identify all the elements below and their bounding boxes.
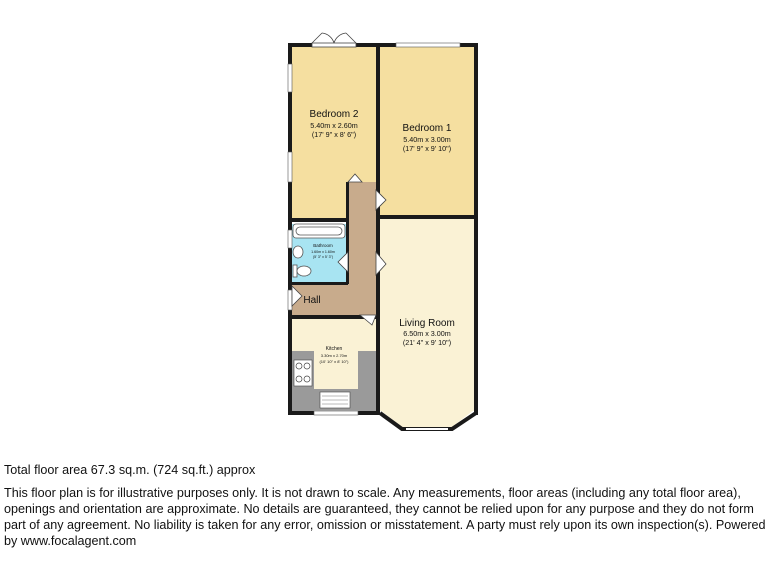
kitchen-imperial: (10' 10" x 8' 10") [319, 359, 349, 364]
bedroom-1-south-wall [380, 215, 474, 219]
bathroom-name: Bathroom [313, 243, 333, 248]
bathroom-metric: 1.60m x 1.60m [311, 250, 335, 254]
bathroom-south-wall [292, 282, 348, 285]
footer [4, 462, 766, 549]
bedroom-2-name: Bedroom 2 [309, 109, 359, 120]
living-room-metric: 6.50m x 3.00m [403, 329, 451, 338]
hall-name: Hall [303, 295, 321, 306]
living-room-imperial: (21' 4" x 9' 10") [402, 338, 452, 347]
bathroom-imperial: (5' 3" x 5' 3") [312, 255, 334, 259]
total-floor-area: Total floor area 67.3 sq.m. (724 sq.ft.) approx [4, 463, 256, 477]
west-wall [288, 43, 292, 415]
bedroom-2-south-wall [292, 218, 348, 222]
bedroom-1-metric: 5.40m x 3.00m [403, 135, 451, 144]
toilet-cistern [293, 265, 297, 277]
french-doors [312, 33, 356, 47]
kitchen-metric: 3.30m x 2.70m [320, 353, 348, 358]
toilet-bowl [297, 266, 311, 276]
disclaimer: This floor plan is for illustrative purposes only. It is not drawn to scale. Any measurements, floor areas (including any total floor area), openings and orientation are approximate. No details are guaranteed, they cannot be relied upon for any purpose and they do not form part of any agreement. No liability is taken for any error, omission or misstatement. A party must rely upon its own inspection(s). Powered by www.focalagent.com [4, 486, 766, 548]
living-room-name: Living Room [399, 318, 455, 329]
living-room-floor [380, 219, 474, 411]
east-wall [474, 43, 478, 415]
washbasin [293, 246, 303, 258]
dividing-wall-vertical [376, 47, 380, 415]
bedroom-1-imperial: (17' 9" x 9' 10") [402, 144, 452, 153]
bedroom-2-imperial: (17' 9" x 8' 6") [311, 130, 357, 139]
bedroom-1-name: Bedroom 1 [402, 123, 452, 134]
bedroom-2-metric: 5.40m x 2.60m [310, 121, 358, 130]
kitchen-name: Kitchen [325, 346, 343, 352]
